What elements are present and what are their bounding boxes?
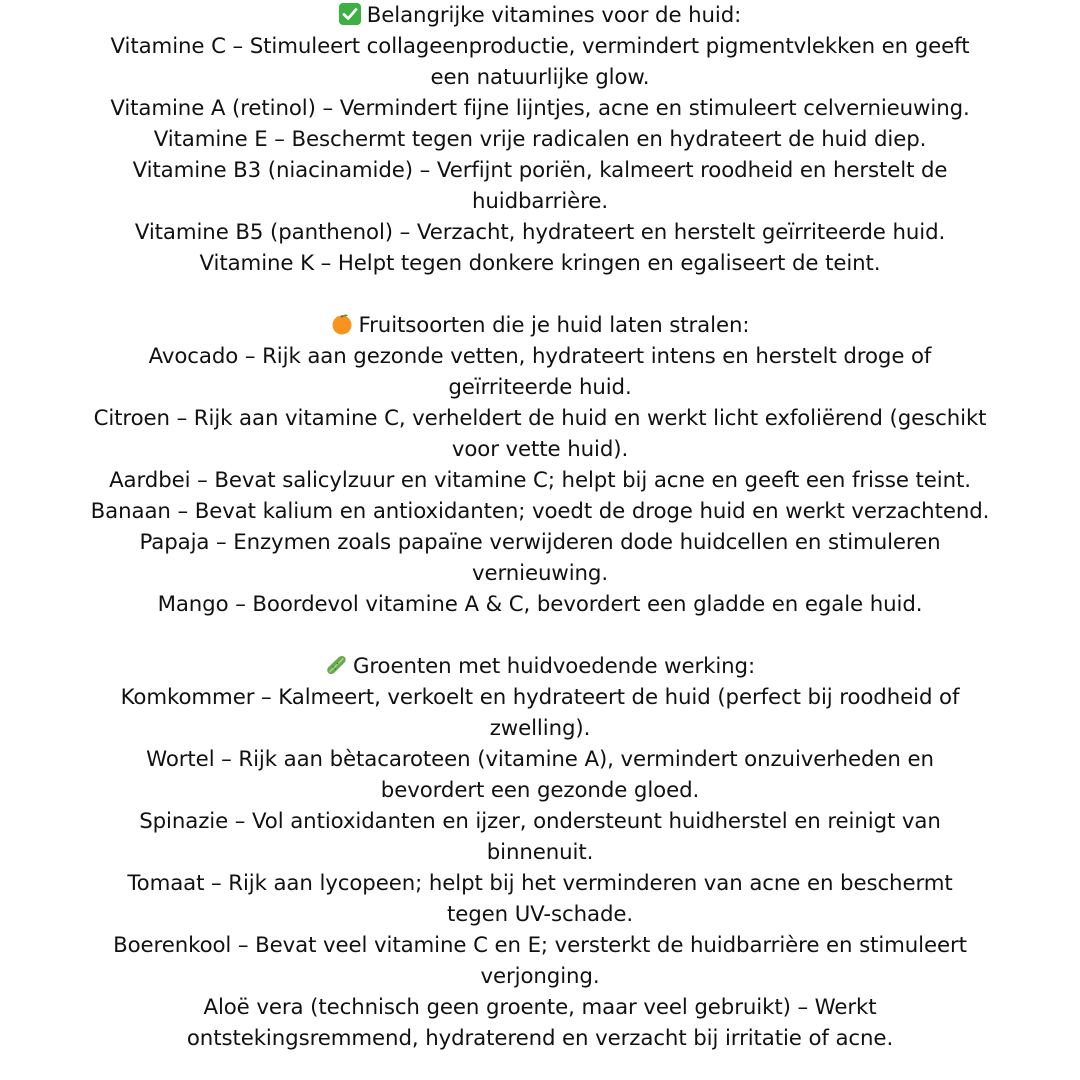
section-heading-text: Belangrijke vitamines voor de huid: xyxy=(366,3,742,28)
section-heading-text: Groenten met huidvoedende werking: xyxy=(352,654,756,679)
text-line: bevordert een gezonde gloed. xyxy=(380,778,700,803)
text-line: geïrriteerde huid. xyxy=(448,375,632,400)
text-line: Boerenkool – Bevat veel vitamine C en E; versterkt de huidbarrière en stimuleert xyxy=(113,933,967,958)
text-line: Vitamine A (retinol) – Vermindert fijne lijntjes, acne en stimuleert celvernieuwing. xyxy=(110,96,970,121)
text-line: huidbarrière. xyxy=(471,189,609,214)
text-line: Vitamine B5 (panthenol) – Verzacht, hydrateert en herstelt geïrriteerde huid. xyxy=(134,220,946,245)
text-line: Aloë vera (technisch geen groente, maar veel gebruikt) – Werkt xyxy=(203,995,877,1020)
orange-icon xyxy=(331,313,353,335)
section-heading xyxy=(60,310,1020,341)
text-line: tegen UV-schade. xyxy=(446,902,634,927)
text-line: Banaan – Bevat kalium en antioxidanten; voedt de droge huid en werkt verzachtend. xyxy=(90,499,990,524)
text-line: Vitamine K – Helpt tegen donkere kringen en egaliseert de teint. xyxy=(199,251,881,276)
section-heading-text: Fruitsoorten die je huid laten stralen: xyxy=(358,313,750,338)
text-line: Tomaat – Rijk aan lycopeen; helpt bij het verminderen van acne en beschermt xyxy=(127,871,953,896)
text-line: Vitamine C – Stimuleert collageenproductie, vermindert pigmentvlekken en geeft xyxy=(110,34,970,59)
vegetables-section xyxy=(0,651,1080,1054)
text-line: verjonging. xyxy=(480,964,600,989)
cucumber-icon xyxy=(325,654,347,676)
section-heading xyxy=(60,651,1020,682)
section-heading xyxy=(60,0,1020,31)
text-line: Spinazie – Vol antioxidanten en ijzer, ondersteunt huidherstel en reinigt van xyxy=(139,809,941,834)
text-line: Avocado – Rijk aan gezonde vetten, hydrateert intens en herstelt droge of xyxy=(148,344,932,369)
text-line: Aardbei – Bevat salicylzuur en vitamine C; helpt bij acne en geeft een frisse teint. xyxy=(109,468,971,493)
check-mark-icon xyxy=(339,3,361,25)
text-line: Papaja – Enzymen zoals papaïne verwijderen dode huidcellen en stimuleren xyxy=(139,530,941,555)
text-line: Citroen – Rijk aan vitamine C, verheldert de huid en werkt licht exfoliërend (geschikt xyxy=(93,406,987,431)
text-line: binnenuit. xyxy=(486,840,594,865)
vitamins-section xyxy=(0,0,1080,279)
text-line: Mango – Boordevol vitamine A & C, bevordert een gladde en egale huid. xyxy=(157,592,923,617)
text-line: Vitamine B3 (niacinamide) – Verfijnt poriën, kalmeert roodheid en herstelt de xyxy=(132,158,948,183)
text-line: vernieuwing. xyxy=(471,561,609,586)
text-line: Vitamine E – Beschermt tegen vrije radicalen en hydrateert de huid diep. xyxy=(153,127,927,152)
fruits-section xyxy=(0,310,1080,620)
text-line: ontstekingsremmend, hydraterend en verzacht bij irritatie of acne. xyxy=(186,1026,894,1051)
text-line: een natuurlijke glow. xyxy=(430,65,650,90)
text-line: Komkommer – Kalmeert, verkoelt en hydrateert de huid (perfect bij roodheid of xyxy=(120,685,960,710)
text-line: Wortel – Rijk aan bètacaroteen (vitamine A), vermindert onzuiverheden en xyxy=(146,747,934,772)
text-line: zwelling). xyxy=(489,716,591,741)
text-line: voor vette huid). xyxy=(451,437,629,462)
